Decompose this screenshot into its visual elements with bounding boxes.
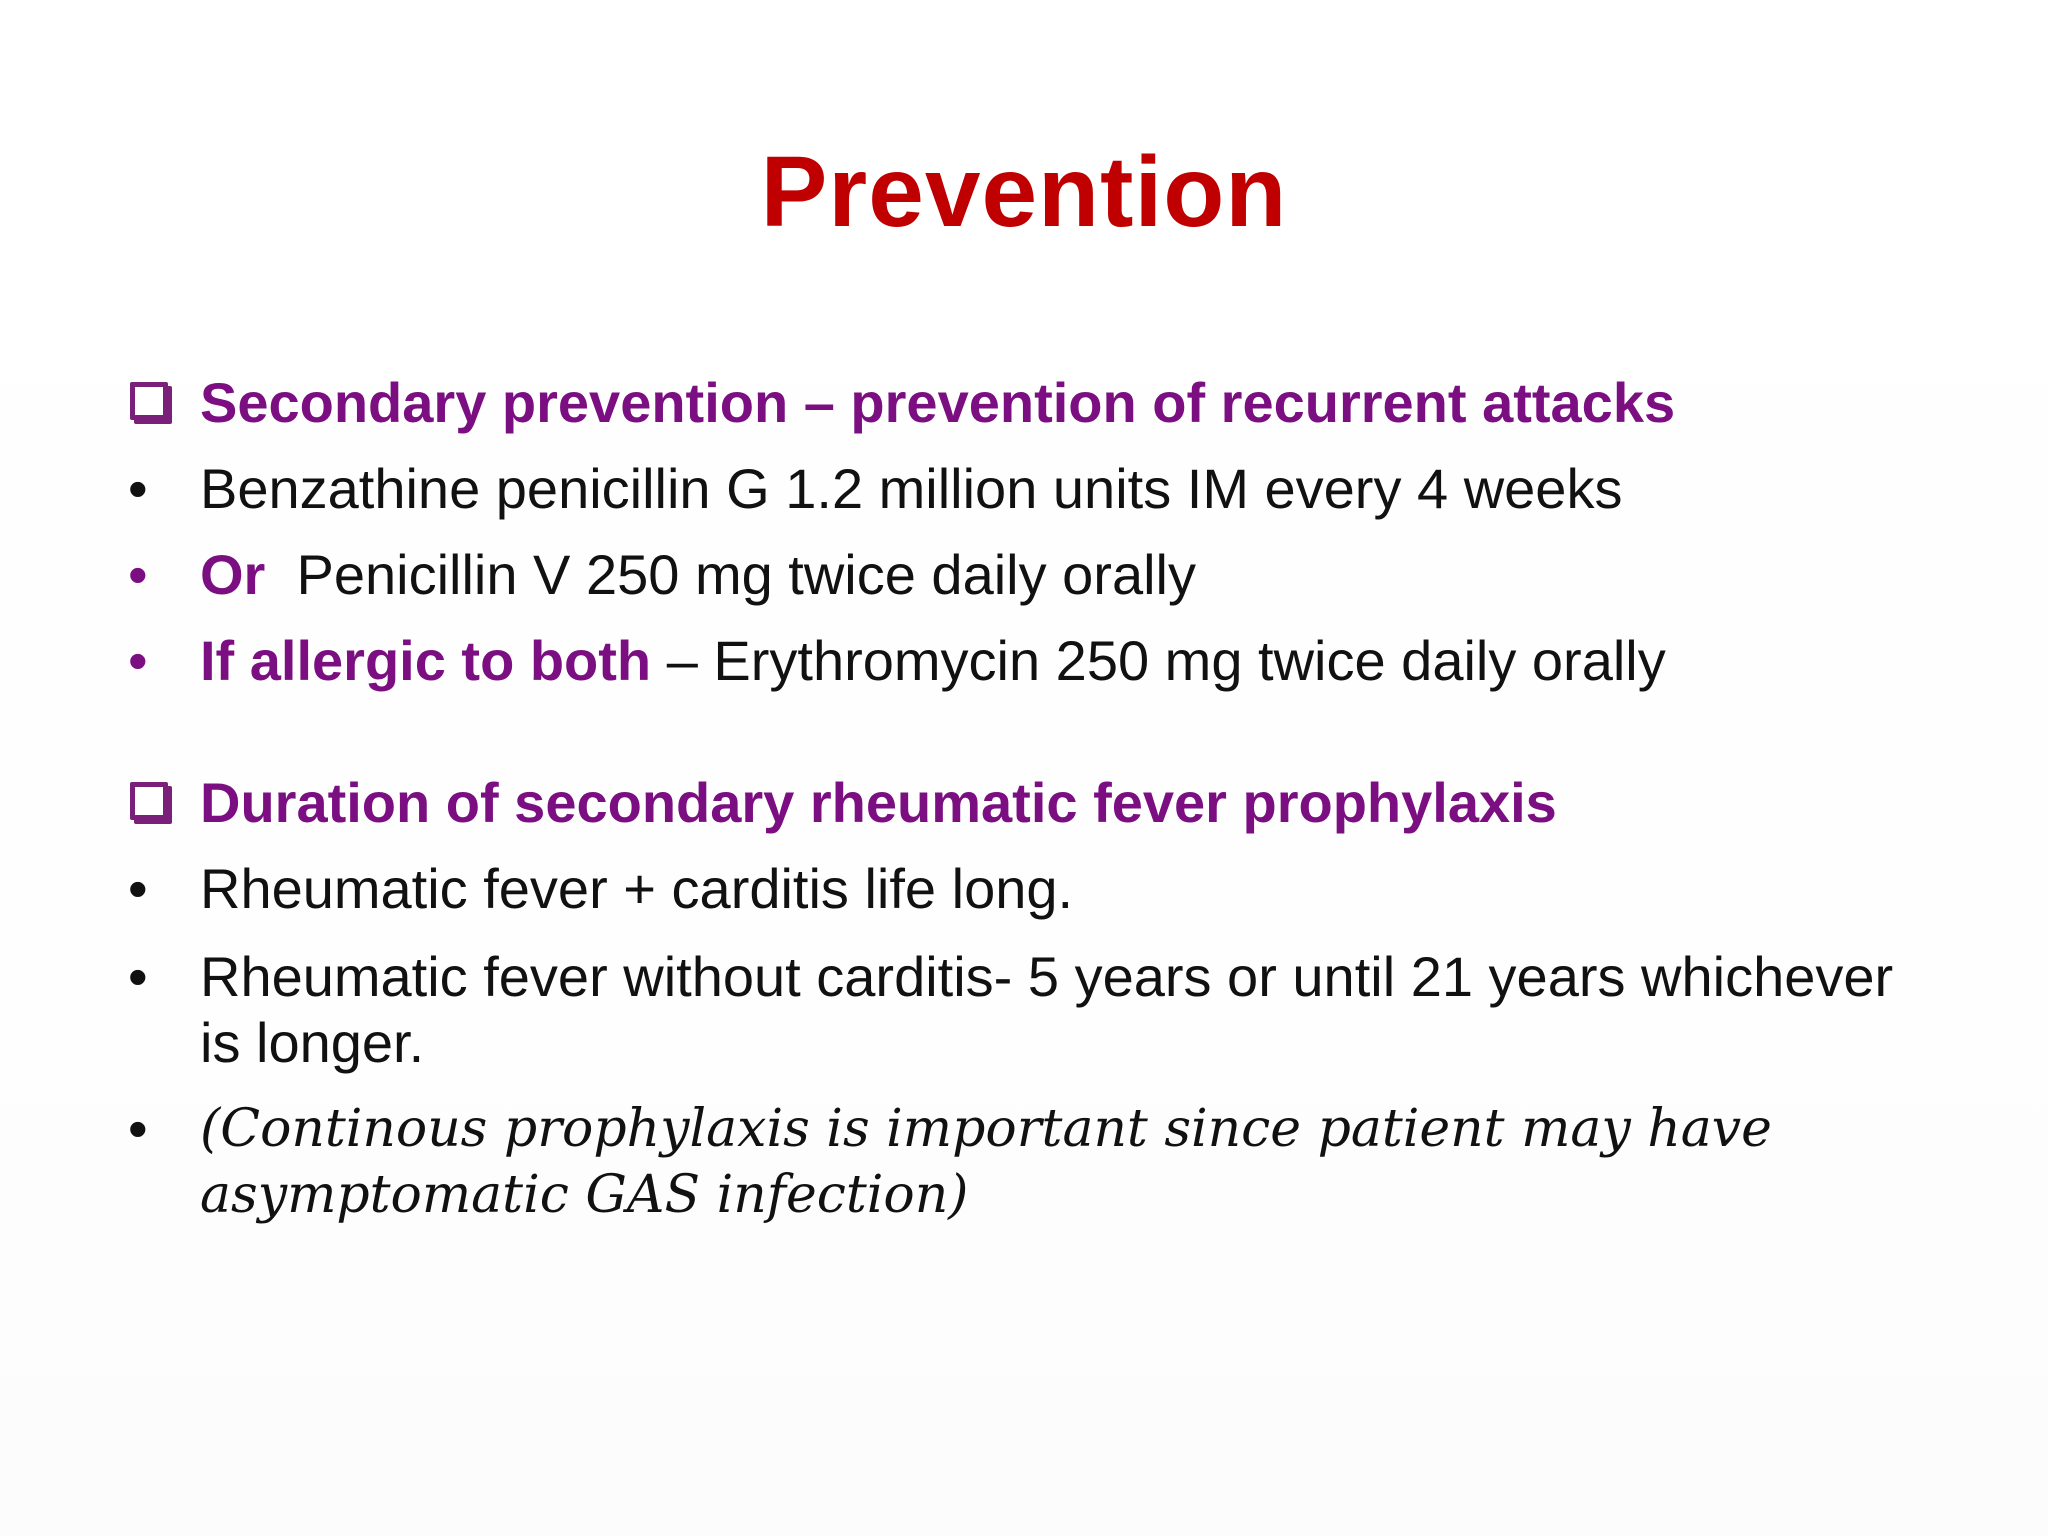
list-item	[128, 446, 1948, 532]
list-item	[128, 532, 1948, 618]
list-item-text: Rheumatic fever without carditis- 5 years or until 21 years whichever is longer.	[200, 945, 1894, 1074]
section-heading-duration	[128, 760, 1948, 846]
list-item-text: (Continous prophylaxis is important since patient may have asymptomatic GAS infection)	[200, 1099, 1772, 1225]
checkbox-square-icon	[130, 382, 168, 420]
list-item	[128, 618, 1948, 704]
bullet-icon: •	[128, 457, 148, 520]
bullet-icon: •	[128, 857, 148, 920]
list-item-prefix: Or	[200, 543, 266, 606]
list-item-prefix: If allergic to both	[200, 629, 652, 692]
section-spacer	[128, 704, 1948, 760]
section-heading-text: Secondary prevention – prevention of recurrent attacks	[200, 371, 1676, 434]
section-heading-secondary-prevention	[128, 360, 1948, 446]
list-item-text: Rheumatic fever + carditis life long.	[200, 857, 1074, 920]
bullet-icon: •	[128, 543, 148, 606]
slide-title: Prevention	[760, 136, 1288, 248]
bullet-icon: •	[128, 629, 148, 692]
list-item-text: – Erythromycin 250 mg twice daily orally	[666, 629, 1666, 692]
list-item-note	[128, 1084, 1948, 1228]
checkbox-square-icon	[130, 782, 168, 820]
bullet-icon: •	[128, 945, 148, 1008]
list-item	[128, 932, 1948, 1084]
list-item-text: Benzathine penicillin G 1.2 million units IM every 4 weeks	[200, 457, 1623, 520]
section-heading-text: Duration of secondary rheumatic fever prophylaxis	[200, 771, 1557, 834]
slide-content	[128, 360, 1948, 1228]
bullet-icon: •	[128, 1097, 148, 1160]
list-item	[128, 846, 1948, 932]
list-item-text: Penicillin V 250 mg twice daily orally	[296, 543, 1196, 606]
